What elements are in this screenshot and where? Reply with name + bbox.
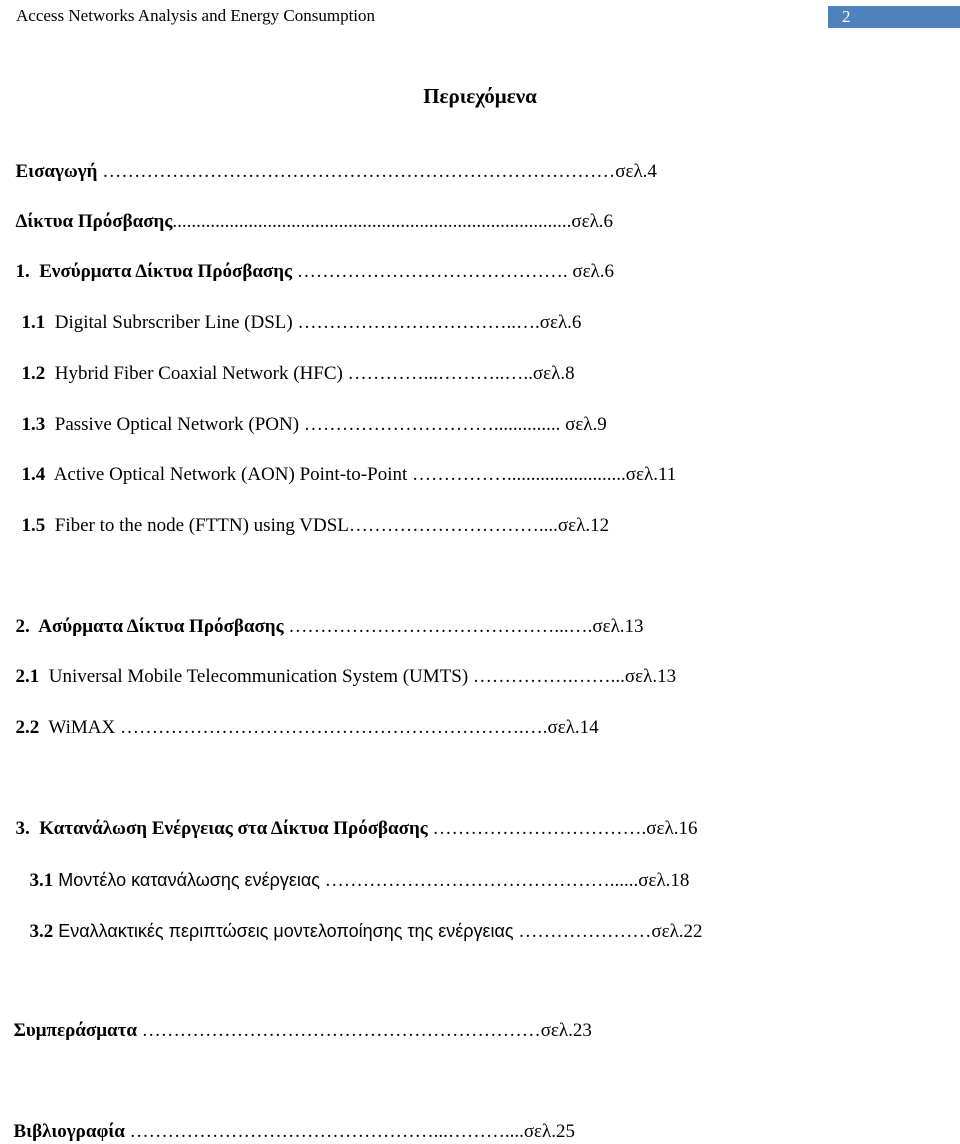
document-title: Access Networks Analysis and Energy Consumption bbox=[16, 6, 376, 25]
toc-entry-number: 2.2 bbox=[15, 717, 40, 738]
toc-entry-number: 2. bbox=[15, 616, 30, 637]
toc-entry-3[interactable] bbox=[6, 793, 697, 841]
toc-entry-number: 3. bbox=[15, 818, 30, 839]
toc-entry-label: Κατανάλωση Ενέργειας στα Δίκτυα Πρόσβασης bbox=[29, 818, 428, 839]
toc-entry-number: 2.1 bbox=[15, 666, 40, 687]
toc-entry-number: 1. bbox=[15, 261, 30, 282]
toc-entry-leader: ………………………….............. σελ.9 bbox=[299, 414, 607, 435]
toc-entry-3-1[interactable] bbox=[20, 844, 689, 893]
toc-entry-leader: ……………………………………. σελ.6 bbox=[292, 261, 615, 282]
toc-entry-3-2[interactable] bbox=[20, 895, 703, 944]
toc-entry-label: Passive Optical Network (PON) bbox=[45, 414, 300, 435]
toc-entry-leader: ……………………………..….σελ.6 bbox=[292, 312, 582, 333]
toc-entry-1-2[interactable] bbox=[12, 338, 575, 386]
toc-entry-conclusions[interactable] bbox=[4, 995, 592, 1043]
toc-entry-number: 1.3 bbox=[21, 414, 46, 435]
toc-entry-leader: ……………………………………...….σελ.13 bbox=[283, 616, 644, 637]
toc-entry-1[interactable] bbox=[6, 236, 614, 284]
toc-entry-leader: …………………σελ.22 bbox=[513, 921, 703, 942]
toc-entry-label: Δίκτυα Πρόσβασης bbox=[15, 211, 173, 232]
toc-entry-label: Digital Subrscriber Line (DSL) bbox=[45, 312, 293, 333]
toc-entry-label: Hybrid Fiber Coaxial Network (HFC) bbox=[45, 363, 343, 384]
toc-entry-number: 3.2 bbox=[29, 921, 54, 942]
toc-entry-label: Συμπεράσματα bbox=[13, 1020, 137, 1041]
toc-heading: Περιεχόμενα bbox=[423, 84, 537, 108]
toc-entry-leader: ………………………………………………………σελ.23 bbox=[136, 1020, 592, 1041]
toc-entry-leader: ………………………………………......σελ.18 bbox=[319, 870, 690, 891]
toc-entry-number: 1.1 bbox=[21, 312, 46, 333]
toc-entry-2-2[interactable] bbox=[6, 692, 599, 740]
toc-entry-label: Μοντέλο κατανάλωσης ενέργειας bbox=[53, 870, 320, 890]
toc-entry-label: Βιβλιογραφία bbox=[13, 1121, 125, 1142]
toc-entry-number: 1.2 bbox=[21, 363, 46, 384]
toc-entry-label: Εισαγωγή bbox=[15, 161, 98, 182]
toc-entry-1-3[interactable] bbox=[12, 389, 607, 437]
toc-entry-2-1[interactable] bbox=[6, 641, 676, 689]
toc-entry-label: Ενσύρματα Δίκτυα Πρόσβασης bbox=[29, 261, 293, 282]
toc-entry-bibliography[interactable] bbox=[4, 1096, 575, 1144]
toc-entry-number: 3.1 bbox=[29, 870, 54, 891]
toc-entry-introduction[interactable] bbox=[6, 136, 657, 184]
toc-entry-number: 1.4 bbox=[21, 464, 46, 485]
toc-entry-number: 1.5 bbox=[21, 515, 46, 536]
toc-entry-leader: ………………………………………………………………………σελ.4 bbox=[97, 161, 657, 182]
toc-entry-label: Active Optical Network (AON) Point-to-Point bbox=[45, 464, 408, 485]
toc-entry-label: Fiber to the node (FTTN) using VDSL bbox=[45, 515, 349, 536]
toc-entry-leader: ……………………………………………………….….σελ.14 bbox=[115, 717, 599, 738]
toc-entry-leader: …………………………….σελ.16 bbox=[427, 818, 698, 839]
toc-entry-leader: …………...………..…..σελ.8 bbox=[342, 363, 575, 384]
toc-entry-leader: ....................................................................................σελ.6 bbox=[172, 211, 614, 232]
toc-entry-1-1[interactable] bbox=[12, 287, 581, 335]
toc-entry-label: WiMAX bbox=[39, 717, 116, 738]
toc-entry-label: Εναλλακτικές περιπτώσεις μοντελοποίησης της ενέργειας bbox=[53, 921, 514, 941]
toc-entry-leader: …………………………………………...………....σελ.25 bbox=[124, 1121, 575, 1142]
page-number-badge: 2 bbox=[828, 6, 960, 28]
toc-entry-1-5[interactable] bbox=[12, 490, 609, 538]
toc-entry-1-4[interactable] bbox=[12, 439, 676, 487]
toc-entry-2[interactable] bbox=[6, 591, 644, 639]
toc-entry-label: Ασύρματα Δίκτυα Πρόσβασης bbox=[29, 616, 284, 637]
toc-entry-leader: …………….........................σελ.11 bbox=[407, 464, 677, 485]
page-header bbox=[0, 0, 960, 36]
toc-entry-leader: …………….……...σελ.13 bbox=[468, 666, 677, 687]
toc-entry-access-networks[interactable] bbox=[6, 186, 613, 234]
toc-entry-label: Universal Mobile Telecommunication System (UMTS) bbox=[39, 666, 469, 687]
toc-entry-leader: …………………………....σελ.12 bbox=[348, 515, 610, 536]
